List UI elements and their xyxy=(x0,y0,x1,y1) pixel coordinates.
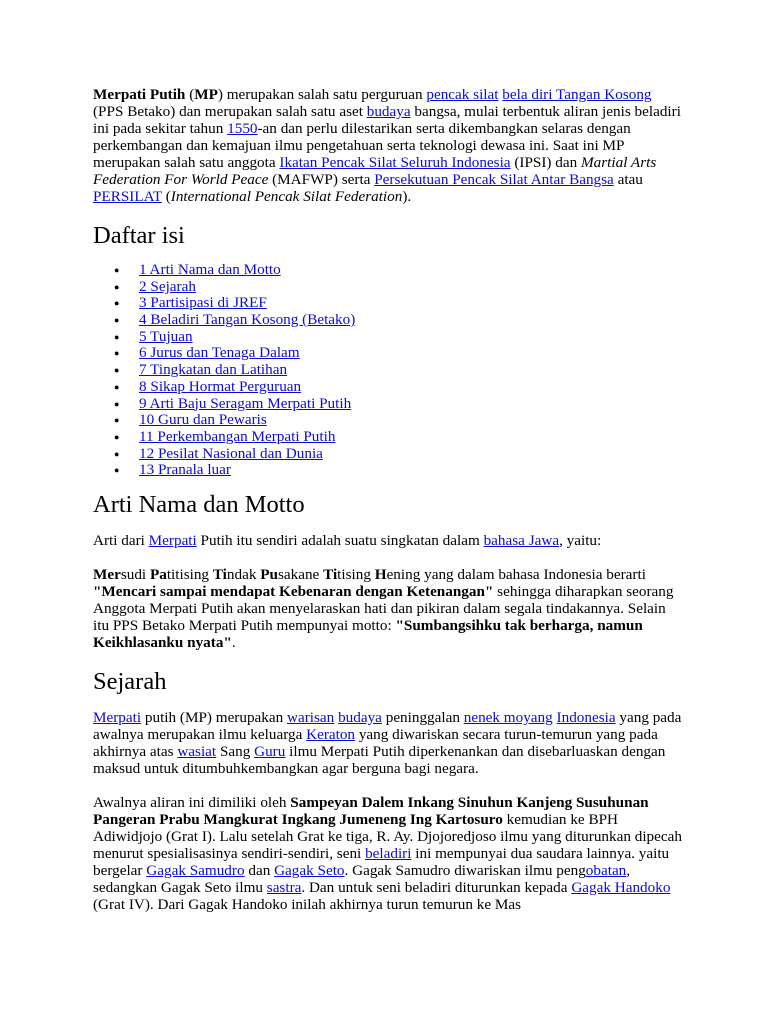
link-gagak-samudro[interactable]: Gagak Samudro xyxy=(146,861,245,879)
bullet-icon: ● xyxy=(114,381,120,392)
article xyxy=(93,86,683,930)
toc-link[interactable]: 10 Guru dan Pewaris xyxy=(139,411,267,429)
text: kemudian ke BPH Adiwidjojo (Grat I). Lalu setelah Grat ke tiga, R. Ay. Djojoredjoso ilmu yang diturunkan dipecah menurut spesialisasinya sendiri-sendiri, seni xyxy=(93,810,682,862)
link-obatan[interactable]: obatan xyxy=(585,861,627,879)
text: (IPSI) dan xyxy=(510,154,581,171)
toc-link[interactable]: 4 Beladiri Tangan Kosong (Betako) xyxy=(139,311,356,329)
toc-item xyxy=(114,429,683,446)
text: putih (MP) merupakan xyxy=(141,708,288,726)
text: tising xyxy=(337,565,375,583)
bullet-icon: ● xyxy=(114,281,120,292)
mp-name: Merpati Putih xyxy=(93,86,186,103)
section-heading-sejarah: Sejarah xyxy=(93,667,167,695)
text: , sedangkan Gagak Seto ilmu xyxy=(93,861,631,896)
text: yang pada awalnya merupakan ilmu keluarga xyxy=(93,708,682,743)
toc-item xyxy=(114,412,683,429)
toc-item xyxy=(114,295,683,312)
bullet-icon: ● xyxy=(114,431,120,442)
text: atau xyxy=(613,171,643,188)
acronym-letter: Ti xyxy=(212,565,227,583)
link-budaya[interactable]: budaya xyxy=(338,708,382,726)
link-gagak-handoko[interactable]: Gagak Handoko xyxy=(571,878,671,896)
toc-link[interactable]: 8 Sikap Hormat Perguruan xyxy=(139,377,302,395)
text: ening xyxy=(386,565,421,583)
toc-link[interactable]: 1 Arti Nama dan Motto xyxy=(139,261,281,278)
link-bela-diri[interactable]: bela diri Tangan Kosong xyxy=(502,86,652,103)
text: (MAFWP) serta xyxy=(268,171,375,188)
link-gagak-seto[interactable]: Gagak Seto xyxy=(274,861,345,879)
link-budaya[interactable]: budaya xyxy=(366,103,411,120)
text: peninggalan xyxy=(381,708,464,726)
toc-link[interactable]: 9 Arti Baju Seragam Merpati Putih xyxy=(139,394,352,412)
text: Arti dari xyxy=(93,531,149,549)
text: sehingga diharapkan seorang Anggota Merpati Putih akan menyelaraskan hati dan pikiran dalam segala tindakannya. Selain itu PPS Betako Merpati Putih mempunyai motto: xyxy=(93,582,674,634)
toc-item xyxy=(114,279,683,296)
ipsf-name: International Pencak Silat Federation xyxy=(170,188,403,205)
text: (Grat IV). Dari Gagak Handoko inilah akhirnya turun temurun ke Mas xyxy=(93,895,522,913)
acronym-letter: H xyxy=(374,565,387,583)
link-indonesia[interactable]: Indonesia xyxy=(556,708,616,726)
link-sastra[interactable]: sastra xyxy=(266,878,302,896)
mafwp-name: Martial Arts Federation For World Peace xyxy=(93,154,657,188)
link-nenek-moyang[interactable]: nenek moyang xyxy=(463,708,553,726)
bullet-icon: ● xyxy=(114,365,120,376)
text: . xyxy=(231,633,236,651)
text: ) merupakan salah satu perguruan xyxy=(217,86,427,103)
text: ilmu Merpati Putih diperkenankan dan disebarluaskan dengan maksud untuk ditumbuhkembangkan agar berguna bagi negara. xyxy=(93,742,666,777)
link-1550[interactable]: 1550 xyxy=(227,120,258,137)
text: ini mempunyai dua saudara lainnya. yaitu bergelar xyxy=(93,844,670,879)
royal-title: Sampeyan Dalem Inkang Sinuhun Kanjeng Susuhunan Pangeran Prabu Mangkurat Ingkang Jumeneng Ing Kartosuro xyxy=(93,793,649,828)
toc-item xyxy=(114,379,683,396)
text: dan xyxy=(244,861,275,879)
toc-item xyxy=(114,345,683,362)
intro-paragraph xyxy=(93,86,683,205)
link-merpati[interactable]: Merpati xyxy=(148,531,197,549)
acronym-letter: Pu xyxy=(260,565,278,583)
bullet-icon: ● xyxy=(114,331,120,342)
text: -an dan perlu dilestarikan serta dikembangkan selaras dengan perkembangan dan kemajuan ilmu pengetahuan serta teknologi dewasa ini. Saat ini MP merupakan salah satu anggota xyxy=(93,120,631,171)
bullet-icon: ● xyxy=(114,315,120,326)
text: ). xyxy=(402,188,412,205)
text: bangsa, mulai terbentuk aliran jenis beladiri ini pada sekitar tahun xyxy=(93,103,681,137)
mp-abbr: MP xyxy=(194,86,218,103)
text: Sang xyxy=(216,742,255,760)
text: . Gagak Samudro diwariskan ilmu peng xyxy=(344,861,586,879)
motto-quote: "Sumbangsihku tak berharga, namun Keikhlasanku nyata" xyxy=(93,616,643,651)
link-pencak-silat[interactable]: pencak silat xyxy=(426,86,499,103)
bullet-icon: ● xyxy=(114,448,120,459)
text: . Dan untuk seni beladiri diturunkan kepada xyxy=(301,878,572,896)
text: Awalnya aliran ini dimiliki oleh xyxy=(93,793,291,811)
arti-paragraph-1 xyxy=(93,532,683,549)
text: sudi xyxy=(120,565,150,583)
section-heading-arti: Arti Nama dan Motto xyxy=(93,490,305,518)
acronym-letter: Mer xyxy=(93,565,121,583)
toc-item xyxy=(114,462,683,479)
text: sakane xyxy=(277,565,324,583)
toc-link[interactable]: 6 Jurus dan Tenaga Dalam xyxy=(139,344,300,362)
link-guru[interactable]: Guru xyxy=(254,742,286,760)
acronym-letter: Ti xyxy=(323,565,338,583)
toc-item xyxy=(114,312,683,329)
link-persekutuan[interactable]: Persekutuan Pencak Silat Antar Bangsa xyxy=(374,171,614,188)
link-keraton[interactable]: Keraton xyxy=(306,725,356,743)
text: Putih itu sendiri adalah suatu singkatan dalam xyxy=(196,531,484,549)
toc-title: Daftar isi xyxy=(93,222,185,249)
toc-item xyxy=(114,446,683,463)
bullet-icon: ● xyxy=(114,465,120,476)
toc-item xyxy=(114,396,683,413)
text: yang diwariskan secara turun-temurun yang pada akhirnya atas xyxy=(93,725,658,760)
toc-link[interactable]: 13 Pranala luar xyxy=(139,461,231,479)
toc-link[interactable]: 5 Tujuan xyxy=(139,327,193,345)
toc-link[interactable]: 3 Partisipasi di JREF xyxy=(139,294,267,312)
meaning-quote: "Mencari sampai mendapat Kebenaran dengan Ketenangan" xyxy=(93,582,494,600)
arti-paragraph-2 xyxy=(93,566,683,651)
text: ( xyxy=(185,86,195,103)
link-ipsi[interactable]: Ikatan Pencak Silat Seluruh Indonesia xyxy=(279,154,511,171)
link-bahasa-jawa[interactable]: bahasa Jawa xyxy=(483,531,560,549)
toc-list xyxy=(93,262,683,479)
bullet-icon: ● xyxy=(114,398,120,409)
bullet-icon: ● xyxy=(114,415,120,426)
toc-item xyxy=(114,329,683,346)
link-warisan[interactable]: warisan xyxy=(287,708,335,726)
toc-link[interactable]: 7 Tingkatan dan Latihan xyxy=(139,361,288,379)
toc-item xyxy=(114,362,683,379)
link-merpati[interactable]: Merpati xyxy=(93,708,142,726)
text: titising xyxy=(166,565,213,583)
text: ( xyxy=(161,188,171,205)
bullet-icon: ● xyxy=(114,265,120,275)
link-persilat[interactable]: PERSILAT xyxy=(93,188,162,205)
toc-item xyxy=(114,262,683,279)
text: (PPS Betako) dan merupakan salah satu aset xyxy=(93,103,367,120)
sejarah-paragraph-2 xyxy=(93,794,683,913)
text: ndak xyxy=(226,565,261,583)
text: , yaitu: xyxy=(559,531,602,549)
toc-link[interactable]: 2 Sejarah xyxy=(139,277,196,295)
text: yang dalam bahasa Indonesia berarti xyxy=(420,565,646,583)
bullet-icon: ● xyxy=(114,348,120,359)
link-beladiri[interactable]: beladiri xyxy=(365,844,412,862)
bullet-icon: ● xyxy=(114,298,120,309)
link-wasiat[interactable]: wasiat xyxy=(177,742,217,760)
sejarah-paragraph-1 xyxy=(93,709,683,777)
toc-link[interactable]: 11 Perkembangan Merpati Putih xyxy=(139,427,336,445)
acronym-letter: Pa xyxy=(149,565,167,583)
toc-link[interactable]: 12 Pesilat Nasional dan Dunia xyxy=(139,444,323,462)
